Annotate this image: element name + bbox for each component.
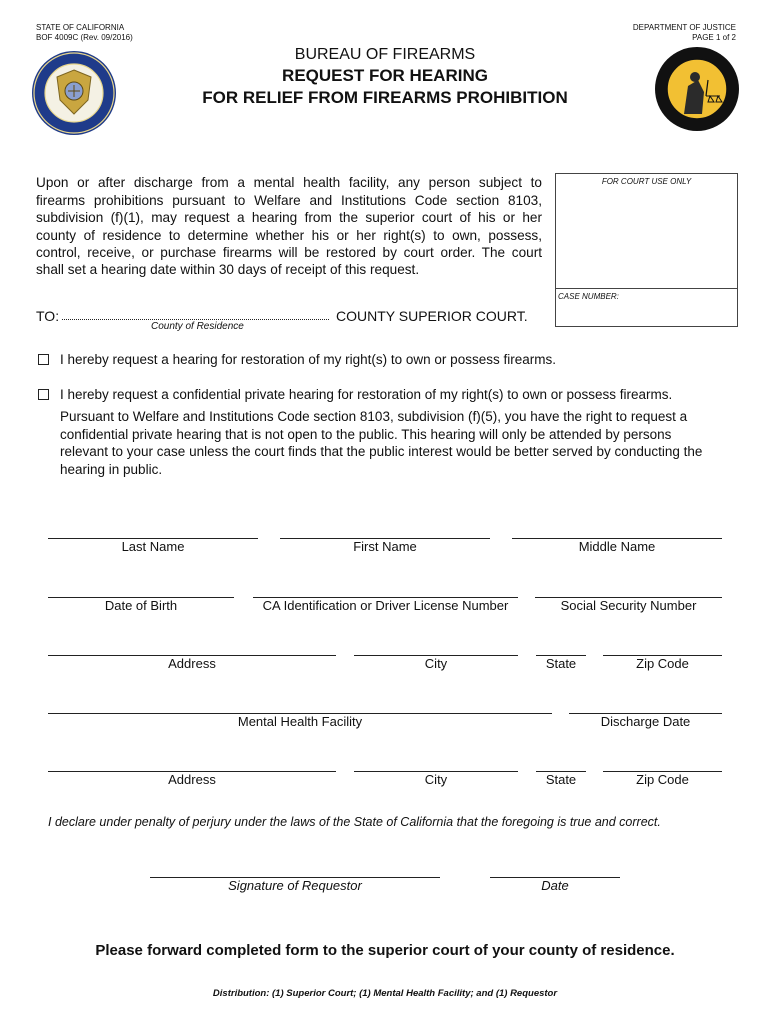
private-hearing-checkbox[interactable]: [38, 389, 49, 400]
facility-label: Mental Health Facility: [237, 714, 363, 729]
forward-instruction: Please forward completed form to the superior court of your county of residence.: [95, 942, 675, 959]
intro-line: firearms prohibitions pursuant to Welfare and Institutions Code section 8103,: [36, 192, 542, 208]
intro-paragraph: [36, 174, 542, 262]
dob-label: Date of Birth: [104, 598, 178, 613]
facility-zip-label: Zip Code: [636, 772, 689, 787]
intro-line-last: shall set a hearing date within 30 days of receipt of this request.: [36, 262, 420, 277]
signature-date-label: Date: [541, 878, 569, 893]
attorney-general-seal: [654, 46, 740, 132]
form-number: BOF 4009C (Rev. 09/2016): [36, 33, 133, 42]
state-label: State: [545, 656, 577, 671]
private-hearing-description: [60, 408, 720, 478]
facility-state-label: State: [545, 772, 577, 787]
public-hearing-option: I hereby request a hearing for restoration of my right(s) to own or possess firearms.: [60, 352, 556, 367]
department-label: DEPARTMENT OF JUSTICE: [632, 23, 736, 32]
intro-line: county of residence to determine whether his or her right(s) to own, possess,: [36, 227, 542, 243]
description-line: hearing in public.: [60, 461, 163, 477]
intro-line: control, receive, or purchase firearms will be restored by court order. The court: [36, 245, 542, 261]
form-title: REQUEST FOR HEARING: [282, 66, 488, 85]
middle-name-label: Middle Name: [578, 539, 656, 554]
intro-line: subdivision (f)(1), may request a hearing from the superior court of his or her: [36, 210, 542, 226]
signature-label: Signature of Requestor: [228, 878, 362, 893]
zip-label: Zip Code: [636, 656, 689, 671]
bureau-title: BUREAU OF FIREARMS: [294, 46, 476, 63]
last-name-label: Last Name: [121, 539, 185, 554]
facility-address-label: Address: [168, 772, 216, 787]
form-subtitle: FOR RELIEF FROM FIREARMS PROHIBITION: [202, 88, 568, 107]
intro-line: Upon or after discharge from a mental health facility, any person subject to: [36, 175, 542, 190]
case-number-divider: [556, 288, 737, 289]
to-label: TO:: [36, 308, 60, 324]
perjury-declaration: I declare under penalty of perjury under the laws of the State of California that the foregoing is true and correct.: [48, 815, 661, 829]
address-label: Address: [168, 656, 216, 671]
bureau-of-firearms-seal: [31, 50, 117, 136]
facility-city-label: City: [424, 772, 448, 787]
court-use-label: FOR COURT USE ONLY: [601, 177, 692, 186]
private-hearing-option: I hereby request a confidential private hearing for restoration of my right(s) to own or possess firearms.: [60, 387, 673, 402]
public-hearing-checkbox[interactable]: [38, 354, 49, 365]
state-label: STATE OF CALIFORNIA: [36, 23, 125, 32]
ca-id-label: CA Identification or Driver License Number: [262, 598, 509, 613]
city-label: City: [424, 656, 448, 671]
case-number-label: CASE NUMBER:: [558, 292, 619, 301]
court-use-box: [555, 173, 738, 327]
ssn-label: Social Security Number: [560, 598, 697, 613]
description-line: Pursuant to Welfare and Institutions Code section 8103, subdivision (f)(5), you have the right to request a: [60, 409, 688, 424]
first-name-label: First Name: [353, 539, 417, 554]
description-line: relevant to your case unless the court finds that the public interest would be better served by conducting the: [60, 444, 703, 460]
page-number: PAGE 1 of 2: [692, 33, 736, 42]
discharge-date-label: Discharge Date: [600, 714, 691, 729]
distribution-note: Distribution: (1) Superior Court; (1) Mental Health Facility; and (1) Requestor: [212, 988, 558, 999]
description-line: confidential private hearing that is not open to the public. This hearing will only be attended by persons: [60, 426, 672, 442]
county-input[interactable]: [62, 319, 329, 320]
county-of-residence-label: County of Residence: [151, 321, 244, 332]
court-label: COUNTY SUPERIOR COURT.: [336, 308, 528, 324]
